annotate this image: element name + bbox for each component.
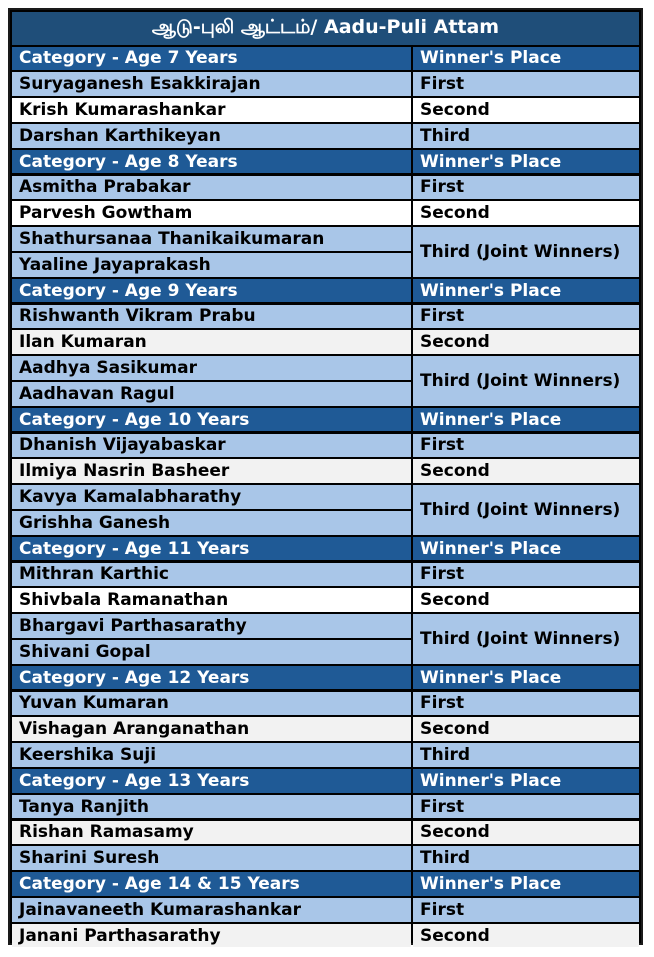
winner-place: First <box>413 176 639 200</box>
winner-place: Second <box>413 924 639 948</box>
winner-place: Second <box>413 330 639 354</box>
table-title: ஆடு-புலி ஆட்டம்/ Aadu-Puli Attam <box>12 12 639 45</box>
winner-name: Kavya Kamalabharathy <box>12 485 411 509</box>
category-header: Category - Age 9 Years <box>12 279 411 303</box>
winners-place-header: Winner's Place <box>413 47 639 71</box>
winner-name: Keershika Suji <box>12 743 411 767</box>
winner-name: Jainavaneeth Kumarashankar <box>12 898 411 922</box>
winner-name: Yuvan Kumaran <box>12 692 411 716</box>
winner-name: Rishan Ramasamy <box>12 821 411 845</box>
winner-place: First <box>413 898 639 922</box>
winner-name: Ilmiya Nasrin Basheer <box>12 459 411 483</box>
winner-place: First <box>413 72 639 96</box>
winner-name: Ilan Kumaran <box>12 330 411 354</box>
winner-name: Suryaganesh Esakkirajan <box>12 72 411 96</box>
winner-place: Third (Joint Winners) <box>413 227 639 277</box>
winner-name: Shivbala Ramanathan <box>12 588 411 612</box>
winner-place: Second <box>413 588 639 612</box>
category-header: Category - Age 12 Years <box>12 666 411 690</box>
winner-place: First <box>413 563 639 587</box>
winner-name: Tanya Ranjith <box>12 795 411 819</box>
winner-name: Rishwanth Vikram Prabu <box>12 305 411 329</box>
winners-place-header: Winner's Place <box>413 279 639 303</box>
winner-place: Third (Joint Winners) <box>413 485 639 535</box>
winner-name: Shathursanaa Thanikaikumaran <box>12 227 411 251</box>
winner-place: Second <box>413 201 639 225</box>
winner-name: Aadhya Sasikumar <box>12 356 411 380</box>
winner-place: First <box>413 434 639 458</box>
winner-name: Krish Kumarashankar <box>12 98 411 122</box>
winner-name: Grishha Ganesh <box>12 511 411 535</box>
winner-place: Second <box>413 717 639 741</box>
winner-name: Dhanish Vijayabaskar <box>12 434 411 458</box>
winner-place: Second <box>413 459 639 483</box>
winner-place: First <box>413 305 639 329</box>
winner-name: Shivani Gopal <box>12 640 411 664</box>
winner-name: Bhargavi Parthasarathy <box>12 614 411 638</box>
winners-place-header: Winner's Place <box>413 666 639 690</box>
winners-place-header: Winner's Place <box>413 769 639 793</box>
winners-place-header: Winner's Place <box>413 150 639 174</box>
winner-name: Vishagan Aranganathan <box>12 717 411 741</box>
category-header: Category - Age 13 Years <box>12 769 411 793</box>
winner-name: Mithran Karthic <box>12 563 411 587</box>
category-header: Category - Age 8 Years <box>12 150 411 174</box>
winner-place: First <box>413 692 639 716</box>
winners-place-header: Winner's Place <box>413 537 639 561</box>
winner-place: Second <box>413 821 639 845</box>
winner-name: Asmitha Prabakar <box>12 176 411 200</box>
winner-name: Darshan Karthikeyan <box>12 124 411 148</box>
winners-table <box>8 8 643 945</box>
winners-place-header: Winner's Place <box>413 408 639 432</box>
category-header: Category - Age 11 Years <box>12 537 411 561</box>
winner-place: Third <box>413 743 639 767</box>
winner-place: Third <box>413 846 639 870</box>
winner-place: Third <box>413 124 639 148</box>
winner-name: Janani Parthasarathy <box>12 924 411 948</box>
category-header: Category - Age 14 & 15 Years <box>12 872 411 896</box>
winners-place-header: Winner's Place <box>413 872 639 896</box>
winner-name: Aadhavan Ragul <box>12 382 411 406</box>
winner-place: Third (Joint Winners) <box>413 356 639 406</box>
category-header: Category - Age 10 Years <box>12 408 411 432</box>
winner-place: First <box>413 795 639 819</box>
winner-place: Second <box>413 98 639 122</box>
category-header: Category - Age 7 Years <box>12 47 411 71</box>
winner-name: Parvesh Gowtham <box>12 201 411 225</box>
winner-place: Third (Joint Winners) <box>413 614 639 664</box>
winner-name: Yaaline Jayaprakash <box>12 253 411 277</box>
winner-name: Sharini Suresh <box>12 846 411 870</box>
